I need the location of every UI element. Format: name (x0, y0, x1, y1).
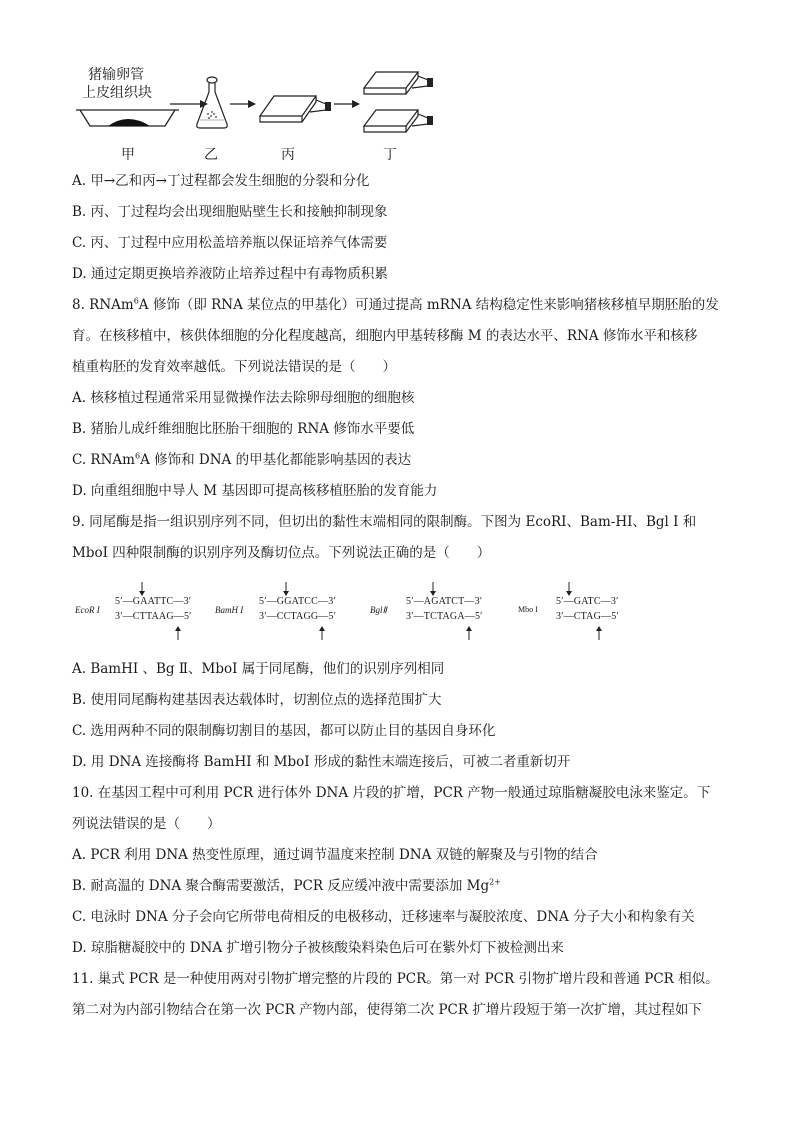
label-bing: 丙 (281, 147, 295, 163)
enzyme-name: BglⅡ (370, 605, 387, 615)
q8-stem-line2: 育。在核移植中，核供体细胞的分化程度越高，细胞内甲基转移酶 M 的表达水平、RNA 修饰水平和核移 (72, 328, 698, 344)
cut-arrows (279, 580, 339, 642)
q9-stem-line1: 9. 同尾酶是指一组识别序列不同，但切出的黏性末端相同的限制酶。下图为 EcoRI、Bam-HI、Bgl I 和 (72, 514, 697, 530)
cut-arrows (562, 580, 622, 642)
cut-arrows (426, 580, 486, 642)
bottom-strand: 3′—CTTAAG—5′ (115, 611, 192, 622)
q10-option-a: A. PCR 利用 DNA 热变性原理，通过调节温度来控制 DNA 双链的解聚及与引物的结合 (72, 847, 598, 863)
cut-arrows (135, 580, 195, 642)
q8-option-d: D. 向重组细胞中导人 M 基因即可提高核移植胚胎的发育能力 (72, 483, 438, 499)
q8-option-c: C. RNAm$^6$A 修饰和 DNA 的甲基化都能影响基因的表达 (72, 451, 412, 468)
label-ding: 丁 (383, 147, 397, 163)
q7-option-b: B. 丙、丁过程均会出现细胞贴壁生长和接触抑制现象 (72, 204, 388, 220)
tissue-label-line2: 上皮组织块 (82, 85, 152, 101)
top-strand: 5′—AGATCT—3′ (406, 596, 483, 607)
bottom-strand: 3′—CTAG—5′ (556, 611, 619, 622)
enzyme-name: Mbo I (518, 605, 538, 614)
enzyme-name: BamH I (215, 605, 244, 615)
bottom-strand: 3′—CCTAGG—5′ (259, 611, 337, 622)
top-strand: 5′—GGATCC—3′ (259, 596, 336, 607)
top-strand: 5′—GATC—3′ (556, 596, 619, 607)
q10-stem-line1: 10. 在基因工程中可利用 PCR 进行体外 DNA 片段的扩增，PCR 产物一般通过琼脂糖凝胶电泳来鉴定。下 (72, 785, 711, 801)
label-yi: 乙 (204, 147, 218, 163)
tissue-label-line1: 猪输卵管 (88, 67, 144, 83)
q10-stem-line2: 列说法错误的是（ ） (72, 816, 221, 832)
q9-option-b: B. 使用同尾酶构建基因表达载体时，切割位点的选择范围扩大 (72, 692, 442, 708)
q10-option-b: B. 耐高温的 DNA 聚合酶需要激活，PCR 反应缓冲液中需要添加 $Mg^{2+}$ (72, 877, 501, 894)
q9-option-c: C. 选用两种不同的限制酶切割目的基因，都可以防止目的基因自身环化 (72, 723, 496, 739)
culture-diagram (70, 64, 450, 144)
q8-option-a: A. 核移植过程通常采用显微操作法去除卵母细胞的细胞核 (72, 390, 415, 406)
top-strand: 5′—GAATTC—3′ (115, 596, 192, 607)
q9-option-a: A. BamHI 、Bg Ⅱ、MboI 属于同尾酶，他们的识别序列相同 (72, 661, 445, 677)
q8-option-b: B. 猪胎儿成纤维细胞比胚胎干细胞的 RNA 修饰水平要低 (72, 421, 415, 437)
label-jia: 甲 (121, 147, 135, 163)
q7-option-c: C. 丙、丁过程中应用松盖培养瓶以保证培养气体需要 (72, 235, 388, 251)
q11-stem-line2: 第二对为内部引物结合在第一次 PCR 产物内部，使得第二次 PCR 扩增片段短于第一次扩增，其过程如下 (72, 1002, 702, 1018)
bottom-strand: 3′—TCTAGA—5′ (406, 611, 483, 622)
q8-stem-line1: 8. RNAm$^6$A 修饰（即 RNA 某位点的甲基化）可通过提高 mRNA 结构稳定性来影响猪核移植早期胚胎的发 (72, 296, 719, 313)
q9-stem-line2: MboI 四种限制酶的识别序列及酶切位点。下列说法正确的是（ ） (72, 545, 491, 561)
q8-stem-line3: 植重构胚的发育效率越低。下列说法错误的是（ ） (72, 359, 396, 375)
q7-option-d: D. 通过定期更换培养液防止培养过程中有毒物质积累 (72, 266, 388, 282)
q10-option-d: D. 琼脂糖凝胶中的 DNA 扩增引物分子被核酸染料染色后可在紫外灯下被检测出来 (72, 940, 564, 956)
q10-option-c: C. 电泳时 DNA 分子会向它所带电荷相反的电极移动，迁移速率与凝胶浓度、DNA 分子大小和构象有关 (72, 909, 695, 925)
enzyme-name: EcoR I (75, 605, 100, 615)
q7-option-a: A. 甲→乙和丙→丁过程都会发生细胞的分裂和分化 (72, 173, 370, 189)
q9-option-d: D. 用 DNA 连接酶将 BamHI 和 MboI 形成的黏性末端连接后，可被二者重新切开 (72, 754, 571, 770)
q11-stem-line1: 11. 巢式 PCR 是一种使用两对引物扩增完整的片段的 PCR。第一对 PCR 引物扩增片段和普通 PCR 相似。 (72, 971, 719, 987)
